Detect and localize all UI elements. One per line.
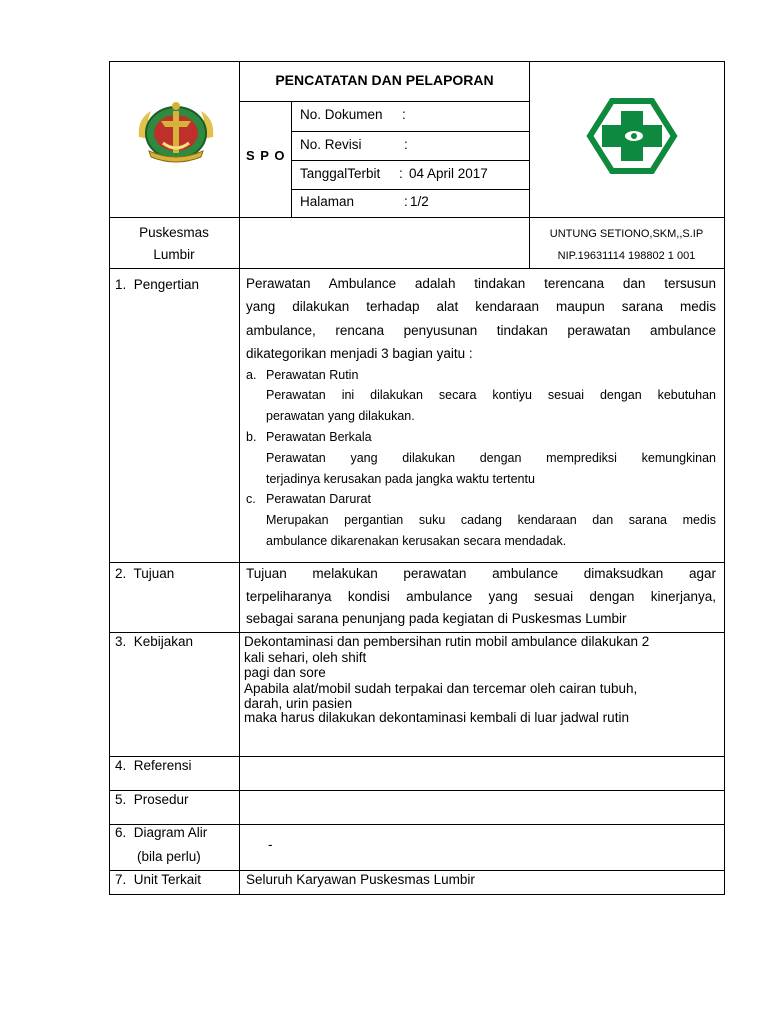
puskesmas-logo-icon bbox=[584, 95, 680, 177]
item-title: Perawatan Darurat bbox=[266, 492, 371, 506]
text-line: Apabila alat/mobil sudah terpakai dan tercemar oleh cairan tubuh, bbox=[244, 681, 638, 696]
signatory-nip: NIP.19631114 198802 1 001 bbox=[557, 250, 696, 262]
field-separator: : bbox=[404, 194, 408, 209]
text-line: terpeliharanya kondisi ambulance yang sesuai dengan kinerjanya, bbox=[246, 589, 716, 604]
text-line: kali sehari, oleh shift bbox=[244, 650, 367, 665]
text-line: maka harus dilakukan dekontaminasi kembali di luar jadwal rutin bbox=[244, 710, 629, 725]
item-desc-line: Perawatan yang dilakukan dengan memprediksi kemungkinan bbox=[266, 451, 716, 465]
field-label: Halaman bbox=[300, 194, 355, 209]
unit-terkait-value: Seluruh Karyawan Puskesmas Lumbir bbox=[246, 872, 475, 887]
item-desc-line: terjadinya kerusakan pada jangka waktu tertentu bbox=[266, 472, 535, 486]
item-letter: b. bbox=[246, 430, 257, 444]
text-line: Tujuan melakukan perawatan ambulance dimaksudkan agar bbox=[246, 566, 716, 581]
section-label-referensi: 4. Referensi bbox=[115, 758, 192, 773]
field-value: 04 April 2017 bbox=[409, 166, 488, 181]
field-separator: : bbox=[402, 107, 406, 122]
organization-location: Lumbir bbox=[153, 247, 195, 262]
item-desc-line: Perawatan ini dilakukan secara kontiyu sesuai dengan kebutuhan bbox=[266, 388, 716, 402]
section-label-pengertian: 1. Pengertian bbox=[115, 277, 200, 292]
text-line: pagi dan sore bbox=[244, 665, 326, 680]
item-title: Perawatan Rutin bbox=[266, 368, 359, 382]
text-line: dikategorikan menjadi 3 bagian yaitu : bbox=[246, 346, 473, 361]
regency-emblem-icon bbox=[133, 97, 219, 167]
section-label-unit-terkait: 7. Unit Terkait bbox=[115, 872, 202, 887]
field-label: No. Dokumen bbox=[300, 107, 383, 122]
text-line: darah, urin pasien bbox=[244, 696, 353, 711]
field-value: 1/2 bbox=[410, 194, 429, 209]
field-label: TanggalTerbit bbox=[300, 166, 381, 181]
item-letter: c. bbox=[246, 492, 256, 506]
spo-label: S P O bbox=[246, 148, 286, 163]
section-label-kebijakan: 3. Kebijakan bbox=[115, 634, 194, 649]
text-line: Dekontaminasi dan pembersihan rutin mobil ambulance dilakukan 2 bbox=[244, 634, 650, 649]
text-line: sebagai sarana penunjang pada kegiatan di Puskesmas Lumbir bbox=[246, 611, 627, 626]
field-separator: : bbox=[404, 137, 408, 152]
section-label-tujuan: 2. Tujuan bbox=[115, 566, 175, 581]
text-line: ambulance, rencana penyusunan tindakan perawatan ambulance bbox=[246, 323, 716, 338]
diagram-alir-value: - bbox=[268, 837, 273, 852]
item-desc-line: perawatan yang dilakukan. bbox=[266, 409, 415, 423]
field-label: No. Revisi bbox=[300, 137, 362, 152]
section-label-prosedur: 5. Prosedur bbox=[115, 792, 189, 807]
field-separator: : bbox=[399, 166, 403, 181]
text-line: Perawatan Ambulance adalah tindakan terencana dan tersusun bbox=[246, 276, 716, 291]
section-label-diagram-alir: 6. Diagram Alir bbox=[115, 825, 208, 840]
text-line: yang dilakukan terhadap alat kendaraan maupun sarana medis bbox=[246, 299, 716, 314]
section-sublabel-bila-perlu: (bila perlu) bbox=[137, 849, 201, 864]
item-desc-line: ambulance dikarenakan kerusakan secara mendadak. bbox=[266, 534, 567, 548]
item-desc-line: Merupakan pergantian suku cadang kendaraan dan sarana medis bbox=[266, 513, 716, 527]
item-letter: a. bbox=[246, 368, 257, 382]
organization-name: Puskesmas bbox=[139, 225, 209, 240]
item-title: Perawatan Berkala bbox=[266, 430, 372, 444]
document-title: PENCATATAN DAN PELAPORAN bbox=[275, 72, 494, 88]
signatory-name: UNTUNG SETIONO,SKM,,S.IP bbox=[549, 228, 704, 240]
